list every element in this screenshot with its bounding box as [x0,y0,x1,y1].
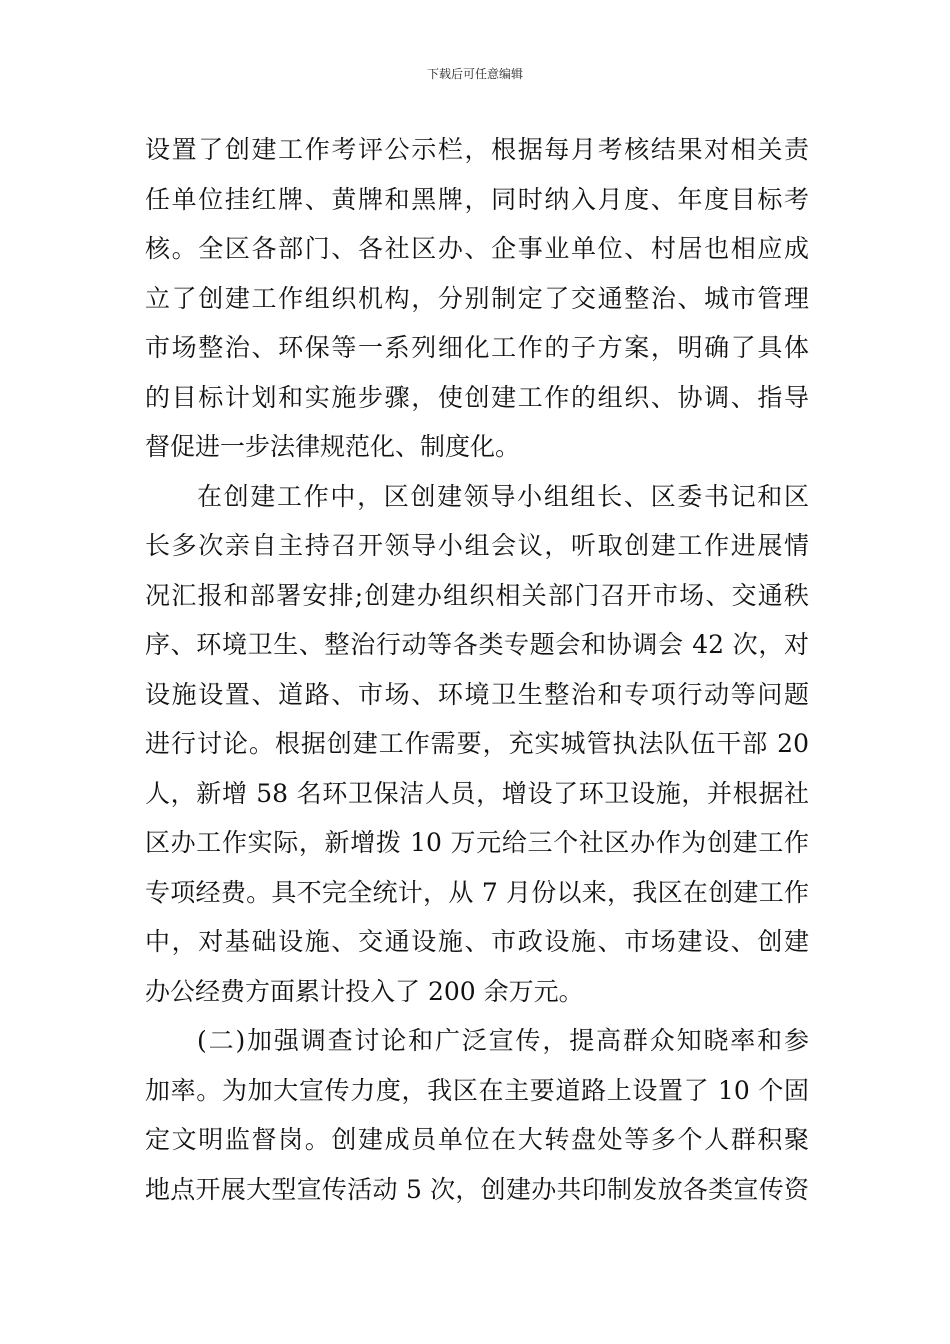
text-line: 核。全区各部门、各社区办、企事业单位、村居也相应成 [145,234,809,263]
text-line: 设施设置、道路、市场、环境卫生整治和专项行动等问题 [145,679,809,709]
text-line: 设置了创建工作考评公示栏，根据每月考核结果对相关责 [145,135,809,164]
text-line: 进行讨论。根据创建工作需要，充实城管执法队伍干部 20 [145,729,809,758]
page-header-note: 下载后可任意编辑 [426,67,523,81]
text-line: 的目标计划和实施步骤，使创建工作的组织、协调、指导 [145,382,809,412]
text-line: 长多次亲自主持召开领导小组会议，听取创建工作进展情 [145,531,809,560]
text-line: 地点开展大型宣传活动 5 次，创建办共印制发放各类宣传资 [145,1174,809,1204]
paragraph [145,125,809,472]
document-body [145,125,809,1214]
text-line: 区办工作实际，新增拨 10 万元给三个社区办作为创建工作 [145,828,809,857]
text-line: 专项经费。具不完全统计，从 7 月份以来，我区在创建工作 [145,877,809,907]
text-line: 在创建工作中，区创建领导小组组长、区委书记和区 [197,481,809,511]
text-line: 中，对基础设施、交通设施、市政设施、市场建设、创建 [145,927,809,956]
text-line: 序、环境卫生、整治行动等各类专题会和协调会 42 次，对 [145,630,809,659]
text-line: 加率。为加大宣传力度，我区在主要道路上设置了 10 个固 [145,1075,809,1105]
text-line: 况汇报和部署安排;创建办组织相关部门召开市场、交通秩 [145,580,809,610]
text-line: 定文明监督岗。创建成员单位在大转盘处等多个人群积聚 [145,1125,809,1154]
paragraph [145,472,809,1017]
text-line: 督促进一步法律规范化、制度化。 [145,432,521,461]
text-line: 人，新增 58 名环卫保洁人员，增设了环卫设施，并根据社 [145,778,809,808]
text-line: 立了创建工作组织机构，分别制定了交通整治、城市管理 [145,283,809,313]
paragraph [145,1016,809,1214]
text-line: 市场整治、环保等一系列细化工作的子方案，明确了具体 [145,333,809,362]
text-line: 办公经费方面累计投入了 200 余万元。 [145,976,584,1006]
text-line: (二)加强调查讨论和广泛宣传，提高群众知晓率和参 [197,1026,809,1055]
text-line: 任单位挂红牌、黄牌和黑牌，同时纳入月度、年度目标考 [145,184,809,214]
